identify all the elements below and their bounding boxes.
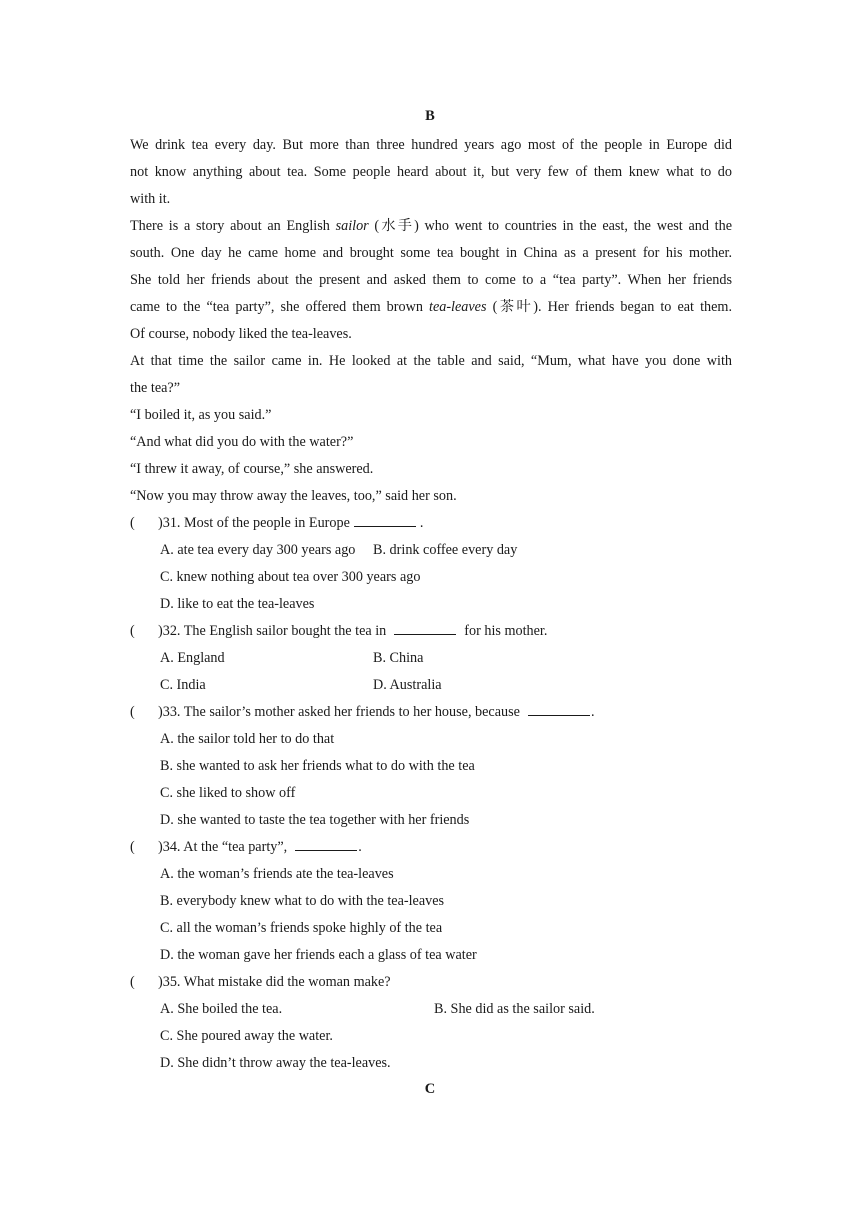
option-c: C. She poured away the water. (160, 1028, 333, 1044)
answer-blank (528, 702, 590, 716)
option-d: D. like to eat the tea-leaves (160, 596, 315, 612)
text-run: There is a story about an English (130, 218, 336, 234)
italic-term: tea-leaves (429, 299, 487, 315)
option-b: B. everybody knew what to do with the tea-leaves (160, 893, 445, 909)
answer-blank (394, 621, 456, 635)
dialogue-line: “I boiled it, as you said.” (130, 407, 272, 423)
question-text: )33. The sailor’s mother asked her friends to her house, because (158, 704, 520, 720)
passage-line (130, 297, 732, 317)
passage-line: with it. (130, 191, 171, 207)
option-a: A. She boiled the tea. (160, 1001, 283, 1017)
question-text: . (590, 704, 595, 720)
option-b: B. She did as the sailor said. (434, 1001, 595, 1017)
answer-paren: ( (130, 839, 135, 855)
option-d: D. Australia (373, 677, 442, 693)
question-31 (130, 513, 423, 533)
option-d: D. she wanted to taste the tea together with her friends (160, 812, 470, 828)
question-text: )32. The English sailor bought the tea in (158, 623, 387, 639)
option-c: C. all the woman’s friends spoke highly of the tea (160, 920, 443, 936)
question-text: for his mother. (464, 623, 548, 639)
answer-blank (354, 513, 416, 527)
section-heading-c: C (424, 1081, 436, 1097)
passage-line: not know anything about tea. Some people heard about it, but very few of them knew what to do (130, 164, 732, 180)
answer-blank (295, 837, 357, 851)
option-a: A. England (160, 650, 225, 666)
text-run: (茶叶). Her friends began to eat them. (486, 299, 732, 315)
passage-line: the tea?” (130, 380, 181, 396)
text-run: (水手) who went to countries in the east, the west and the (368, 218, 732, 234)
dialogue-line: “Now you may throw away the leaves, too,” said her son. (130, 488, 457, 504)
dialogue-line: “I threw it away, of course,” she answered. (130, 461, 374, 477)
question-33 (130, 702, 594, 722)
option-a: A. ate tea every day 300 years ago (160, 542, 356, 558)
passage-line: She told her friends about the present and asked them to come to a “tea party”. When her friends (130, 272, 732, 288)
passage-line: We drink tea every day. But more than three hundred years ago most of the people in Europe did (130, 137, 732, 153)
question-32 (130, 621, 547, 641)
question-34 (130, 837, 362, 857)
option-c: C. India (160, 677, 206, 693)
option-b: B. drink coffee every day (373, 542, 518, 558)
question-text: )34. At the “tea party”, (158, 839, 288, 855)
question-text: )35. What mistake did the woman make? (158, 974, 391, 990)
option-d: D. the woman gave her friends each a glass of tea water (160, 947, 477, 963)
passage-line: At that time the sailor came in. He looked at the table and said, “Mum, what have you done with (130, 353, 732, 369)
option-d: D. She didn’t throw away the tea-leaves. (160, 1055, 391, 1071)
option-c: C. knew nothing about tea over 300 years ago (160, 569, 421, 585)
question-text: . (358, 839, 362, 855)
text-run: came to the “tea party”, she offered them brown (130, 299, 429, 315)
question-text: . (419, 515, 424, 531)
answer-paren: ( (130, 623, 135, 639)
answer-paren: ( (130, 974, 135, 990)
option-a: A. the sailor told her to do that (160, 731, 335, 747)
passage-line: Of course, nobody liked the tea-leaves. (130, 326, 352, 342)
question-35 (130, 972, 391, 992)
italic-term: sailor (335, 218, 369, 234)
question-text: )31. Most of the people in Europe (158, 515, 350, 531)
option-c: C. she liked to show off (160, 785, 296, 801)
section-heading-b: B (425, 108, 435, 124)
passage-line: south. One day he came home and brought some tea bought in China as a present for his mother. (130, 245, 732, 261)
option-a: A. the woman’s friends ate the tea-leaves (160, 866, 394, 882)
passage-line (130, 216, 732, 236)
dialogue-line: “And what did you do with the water?” (130, 434, 354, 450)
answer-paren: ( (130, 515, 135, 531)
option-b: B. she wanted to ask her friends what to do with the tea (160, 758, 475, 774)
option-b: B. China (373, 650, 424, 666)
answer-paren: ( (130, 704, 135, 720)
